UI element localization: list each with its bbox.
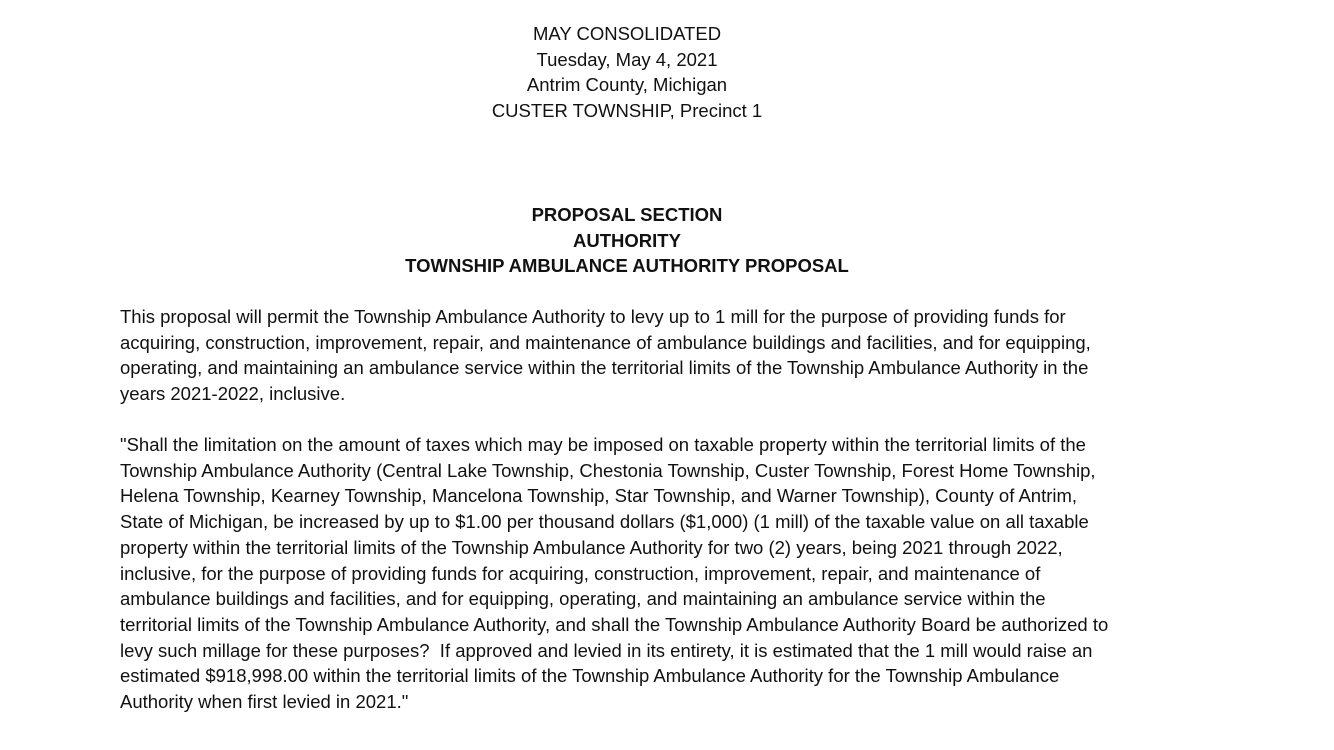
- paragraph-line: inclusive, for the purpose of providing funds for acquiring, construction, improvement, repair, and maintenance of: [120, 562, 1041, 584]
- election-date: Tuesday, May 4, 2021: [536, 48, 718, 70]
- proposal-title: TOWNSHIP AMBULANCE AUTHORITY PROPOSAL: [405, 255, 849, 277]
- paragraph-line: acquiring, construction, improvement, repair, and maintenance of ambulance buildings and facilities, and for equipping,: [120, 331, 1091, 353]
- paragraph-line: operating, and maintaining an ambulance service within the territorial limits of the Township Ambulance Authority in the: [120, 357, 1089, 379]
- paragraph-line: Authority when first levied in 2021.": [120, 691, 409, 713]
- paragraph-line: ambulance buildings and facilities, and for equipping, operating, and maintaining an ambulance service within the: [120, 588, 1046, 610]
- county-name: Antrim County, Michigan: [526, 74, 728, 96]
- election-name: MAY CONSOLIDATED: [532, 23, 722, 44]
- paragraph-line: Helena Township, Kearney Township, Mancelona Township, Star Township, and Warner Township), County of Antrim,: [120, 485, 1078, 507]
- paragraph-line: State of Michigan, be increased by up to $1.00 per thousand dollars ($1,000) (1 mill) of the taxable value on all taxable: [120, 511, 1089, 533]
- ballot-header: [0, 21, 1254, 124]
- precinct-name: CUSTER TOWNSHIP, Precinct 1: [491, 100, 763, 122]
- paragraph-line: territorial limits of the Township Ambulance Authority, and shall the Township Ambulance Authority Board be authorized to: [120, 613, 1109, 635]
- paragraph-line: levy such millage for these purposes? If approved and levied in its entirety, it is estimated that the 1 mill would raise an: [120, 639, 1093, 661]
- paragraph-line: property within the territorial limits of the Township Ambulance Authority for two (2) years, being 2021 through 2022,: [120, 536, 1063, 558]
- paragraph-line: estimated $918,998.00 within the territorial limits of the Township Ambulance Authority for the Township Ambulance: [120, 665, 1060, 687]
- paragraph-line: years 2021-2022, inclusive.: [120, 383, 346, 405]
- proposal-heading: [0, 202, 1254, 279]
- section-title: PROPOSAL SECTION: [531, 204, 723, 225]
- paragraph-line: "Shall the limitation on the amount of taxes which may be imposed on taxable property within the territorial limits of the: [120, 434, 1086, 455]
- paragraph-line: This proposal will permit the Township Ambulance Authority to levy up to 1 mill for the purpose of providing funds for: [120, 306, 1066, 327]
- ballot-question-paragraph: [120, 432, 1160, 715]
- section-subtitle: AUTHORITY: [573, 229, 681, 251]
- paragraph-line: Township Ambulance Authority (Central Lake Township, Chestonia Township, Custer Township, Forest Home Township,: [120, 459, 1096, 481]
- proposal-summary-paragraph: [120, 304, 1160, 407]
